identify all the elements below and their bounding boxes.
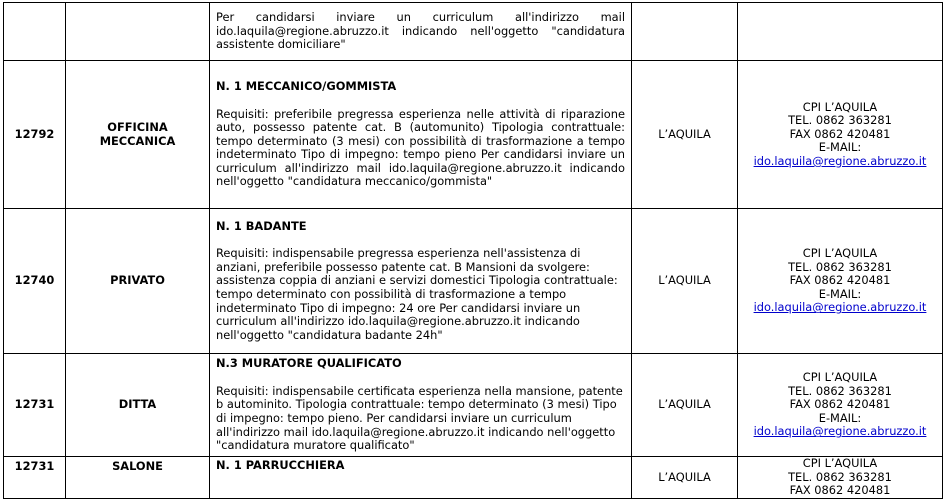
cpi-contact: [738, 354, 943, 457]
offer-id: 12740: [4, 209, 66, 354]
location: L’AQUILA: [632, 209, 738, 354]
job-offers-table: [3, 2, 943, 499]
offer-description: [210, 3, 632, 61]
offer-description: [210, 457, 632, 499]
location: L’AQUILA: [632, 354, 738, 457]
cpi-email-label: E-MAIL:: [818, 410, 862, 425]
table-row: [4, 209, 943, 354]
employer: [66, 61, 210, 209]
cpi-email-link[interactable]: ido.laquila@regione.abruzzo.it: [753, 153, 927, 168]
table-row: [4, 354, 943, 457]
cpi-name: CPI L’AQUILA: [802, 99, 878, 114]
offer-title: N. 1 PARRUCCHIERA: [216, 458, 345, 472]
cpi-name: CPI L’AQUILA: [802, 456, 878, 470]
requirements-text: Requisiti: indispensabile pregressa esperienza nell'assistenza di anziani, preferibile possesso patente cat. B Mansioni da svolgere: assistenza coppia di anziani e servizi domestici Tipologia contrattuale: tempo determinato con possibilità di trasformazione a tempo indeterminato Tipo di impegno: 24 ore Per candidarsi inviare un curriculum all'indirizzo ido.laquila@regione.abruzzo.it indicando nell'oggetto "candidatura badante 24h": [216, 246, 618, 342]
cpi-fax: FAX 0862 420481: [789, 397, 891, 412]
cpi-name: CPI L’AQUILA: [802, 370, 878, 385]
offer-id: 12731: [4, 354, 66, 457]
employer-line: PRIVATO: [110, 273, 165, 288]
location: L’AQUILA: [632, 457, 738, 499]
employer: [66, 457, 210, 499]
cpi-email-link[interactable]: ido.laquila@regione.abruzzo.it: [753, 424, 927, 439]
cpi-tel: TEL. 0862 363281: [788, 113, 892, 128]
cpi-email-label: E-MAIL:: [818, 286, 862, 301]
requirements-text: Requisiti: indispensabile certificata esperienza nella mansione, patente b autominito. Tipologia contrattuale: tempo determinato (3 mesi) Tipo di impegno: tempo pieno. Per candidarsi inviare un curriculum all'indirizzo mail ido.laquila@regione.abruzzo.it indicando nell'oggetto "candidatura muratore qualificato": [216, 383, 623, 453]
offer-id: [4, 3, 66, 61]
employer: [66, 354, 210, 457]
cpi-email-link[interactable]: ido.laquila@regione.abruzzo.it: [753, 300, 927, 315]
cpi-tel: TEL. 0862 363281: [788, 383, 892, 398]
offer-title: N. 1 MECCANICO/GOMMISTA: [216, 78, 397, 93]
offer-id: 12792: [4, 61, 66, 209]
offer-description: [210, 61, 632, 209]
table-row: [4, 3, 943, 61]
cpi-contact: [738, 209, 943, 354]
cpi-fax: FAX 0862 420481: [789, 126, 891, 141]
cpi-name: CPI L’AQUILA: [802, 246, 878, 261]
offer-title: N.3 MURATORE QUALIFICATO: [216, 356, 402, 371]
requirements-text: Per candidarsi inviare un curriculum all'indirizzo mail ido.laquila@regione.abruzzo.it indicando nell'oggetto "candidatura assistente domiciliare": [216, 10, 625, 52]
cpi-contact: [738, 457, 943, 499]
employer-line: OFFICINA: [107, 119, 168, 134]
employer: [66, 3, 210, 61]
employer-line: DITTA: [118, 397, 157, 412]
employer-line: SALONE: [112, 459, 163, 473]
offer-description: [210, 354, 632, 457]
cpi-contact: [738, 61, 943, 209]
offer-description: [210, 209, 632, 354]
location: [632, 3, 738, 61]
location: L’AQUILA: [632, 61, 738, 209]
cpi-tel: TEL. 0862 363281: [788, 259, 892, 274]
offer-title: N. 1 BADANTE: [216, 218, 307, 233]
table-row: [4, 457, 943, 499]
cpi-fax: FAX 0862 420481: [789, 273, 891, 288]
cpi-contact: [738, 3, 943, 61]
cpi-fax: FAX 0862 420481: [789, 483, 891, 498]
cpi-email-label: E-MAIL:: [818, 140, 862, 155]
employer-line: MECCANICA: [99, 133, 176, 148]
table-row: [4, 61, 943, 209]
offer-id: 12731: [4, 457, 66, 499]
employer: [66, 209, 210, 354]
cpi-tel: TEL. 0862 363281: [788, 469, 892, 484]
requirements-text: Requisiti: preferibile pregressa esperienza nelle attività di riparazione auto, possesso patente cat. B (automunito) Tipologia contrattuale: tempo determinato (3 mesi) con possibilità di trasformazione a tempo indeterminato Tipo di impegno: tempo pieno Per candidarsi inviare un curriculum all'indirizzo mail ido.laquila@regione.abruzzo.it indicando nell'oggetto "candidatura meccanico/gommista": [216, 106, 625, 189]
